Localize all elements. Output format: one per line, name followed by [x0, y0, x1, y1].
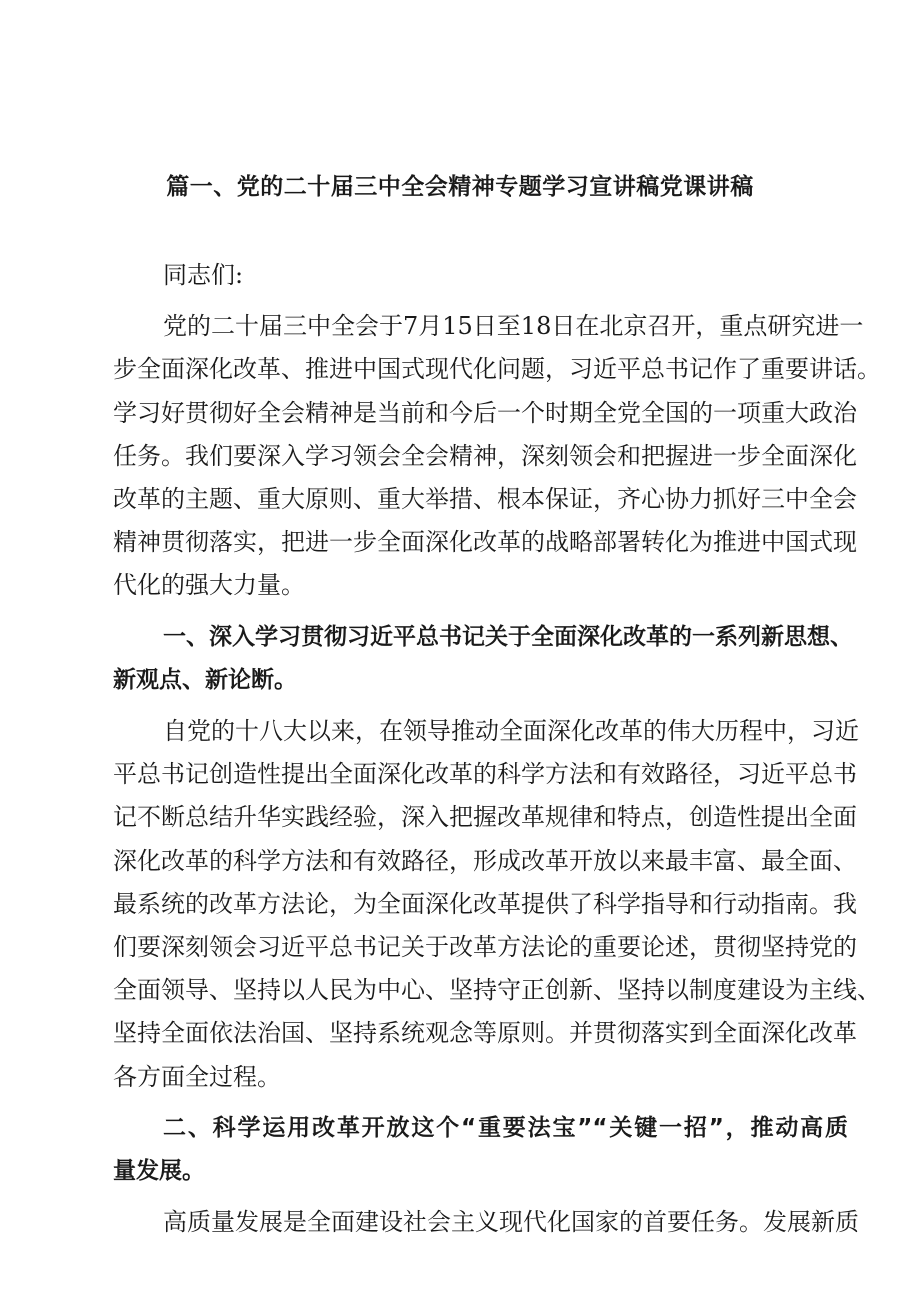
heading-line: 二、科学运用改革开放这个“重要法宝”“关键一招”，推动高质 [163, 1114, 848, 1141]
paragraph-line: 自党的十八大以来，在领导推动全面深化改革的伟大历程中，习近 [163, 717, 859, 746]
section-heading-1 [113, 616, 853, 702]
heading-line: 量发展。 [113, 1158, 205, 1185]
paragraph-section-1 [113, 710, 881, 1099]
paragraph-line: 任务。我们要深入学习领会全会精神，深刻领会和把握进一步全面深化 [113, 441, 857, 470]
paragraph-line: 们要深刻领会习近平总书记关于改革方法论的重要论述，贯彻坚持党的 [113, 933, 857, 962]
document-title: 篇一、党的二十届三中全会精神专题学习宣讲稿党课讲稿 [166, 174, 754, 200]
paragraph-line: 步全面深化改革、推进中国式现代化问题，习近平总书记作了重要讲话。 [113, 355, 881, 384]
paragraph-line: 各方面全过程。 [113, 1062, 281, 1091]
paragraph-line: 代化的强大力量。 [113, 571, 305, 600]
paragraph-intro [113, 305, 881, 607]
section-heading-2 [113, 1107, 848, 1193]
paragraph-line: 精神贯彻落实，把进一步全面深化改革的战略部署转化为推进中国式现 [113, 528, 857, 557]
paragraph-line: 高质量发展是全面建设社会主义现代化国家的首要任务。发展新质 [163, 1208, 859, 1237]
paragraph-line: 学习好贯彻好全会精神是当前和今后一个时期全党全国的一项重大政治 [113, 398, 857, 427]
heading-line: 新观点、新论断。 [113, 666, 297, 693]
paragraph-line: 最系统的改革方法论，为全面深化改革提供了科学指导和行动指南。我 [113, 889, 857, 918]
document-body [113, 254, 881, 1252]
paragraph-line: 记不断总结升华实践经验，深入把握改革规律和特点，创造性提出全面 [113, 803, 857, 832]
paragraph-section-2 [113, 1201, 859, 1244]
paragraph-line: 改革的主题、重大原则、重大举措、根本保证，齐心协力抓好三中全会 [113, 485, 857, 514]
paragraph-line: 坚持全面依法治国、坚持系统观念等原则。并贯彻落实到全面深化改革 [113, 1019, 857, 1048]
salutation: 同志们: [163, 261, 244, 289]
paragraph-line: 平总书记创造性提出全面深化改革的科学方法和有效路径，习近平总书 [113, 760, 857, 789]
paragraph-line: 党的二十届三中全会于7月15日至18日在北京召开，重点研究进一 [163, 312, 864, 341]
paragraph-line: 深化改革的科学方法和有效路径，形成改革开放以来最丰富、最全面、 [113, 846, 857, 875]
paragraph-line: 全面领导、坚持以人民为中心、坚持守正创新、坚持以制度建设为主线、 [113, 976, 881, 1005]
heading-line: 一、深入学习贯彻习近平总书记关于全面深化改革的一系列新思想、 [163, 623, 853, 650]
